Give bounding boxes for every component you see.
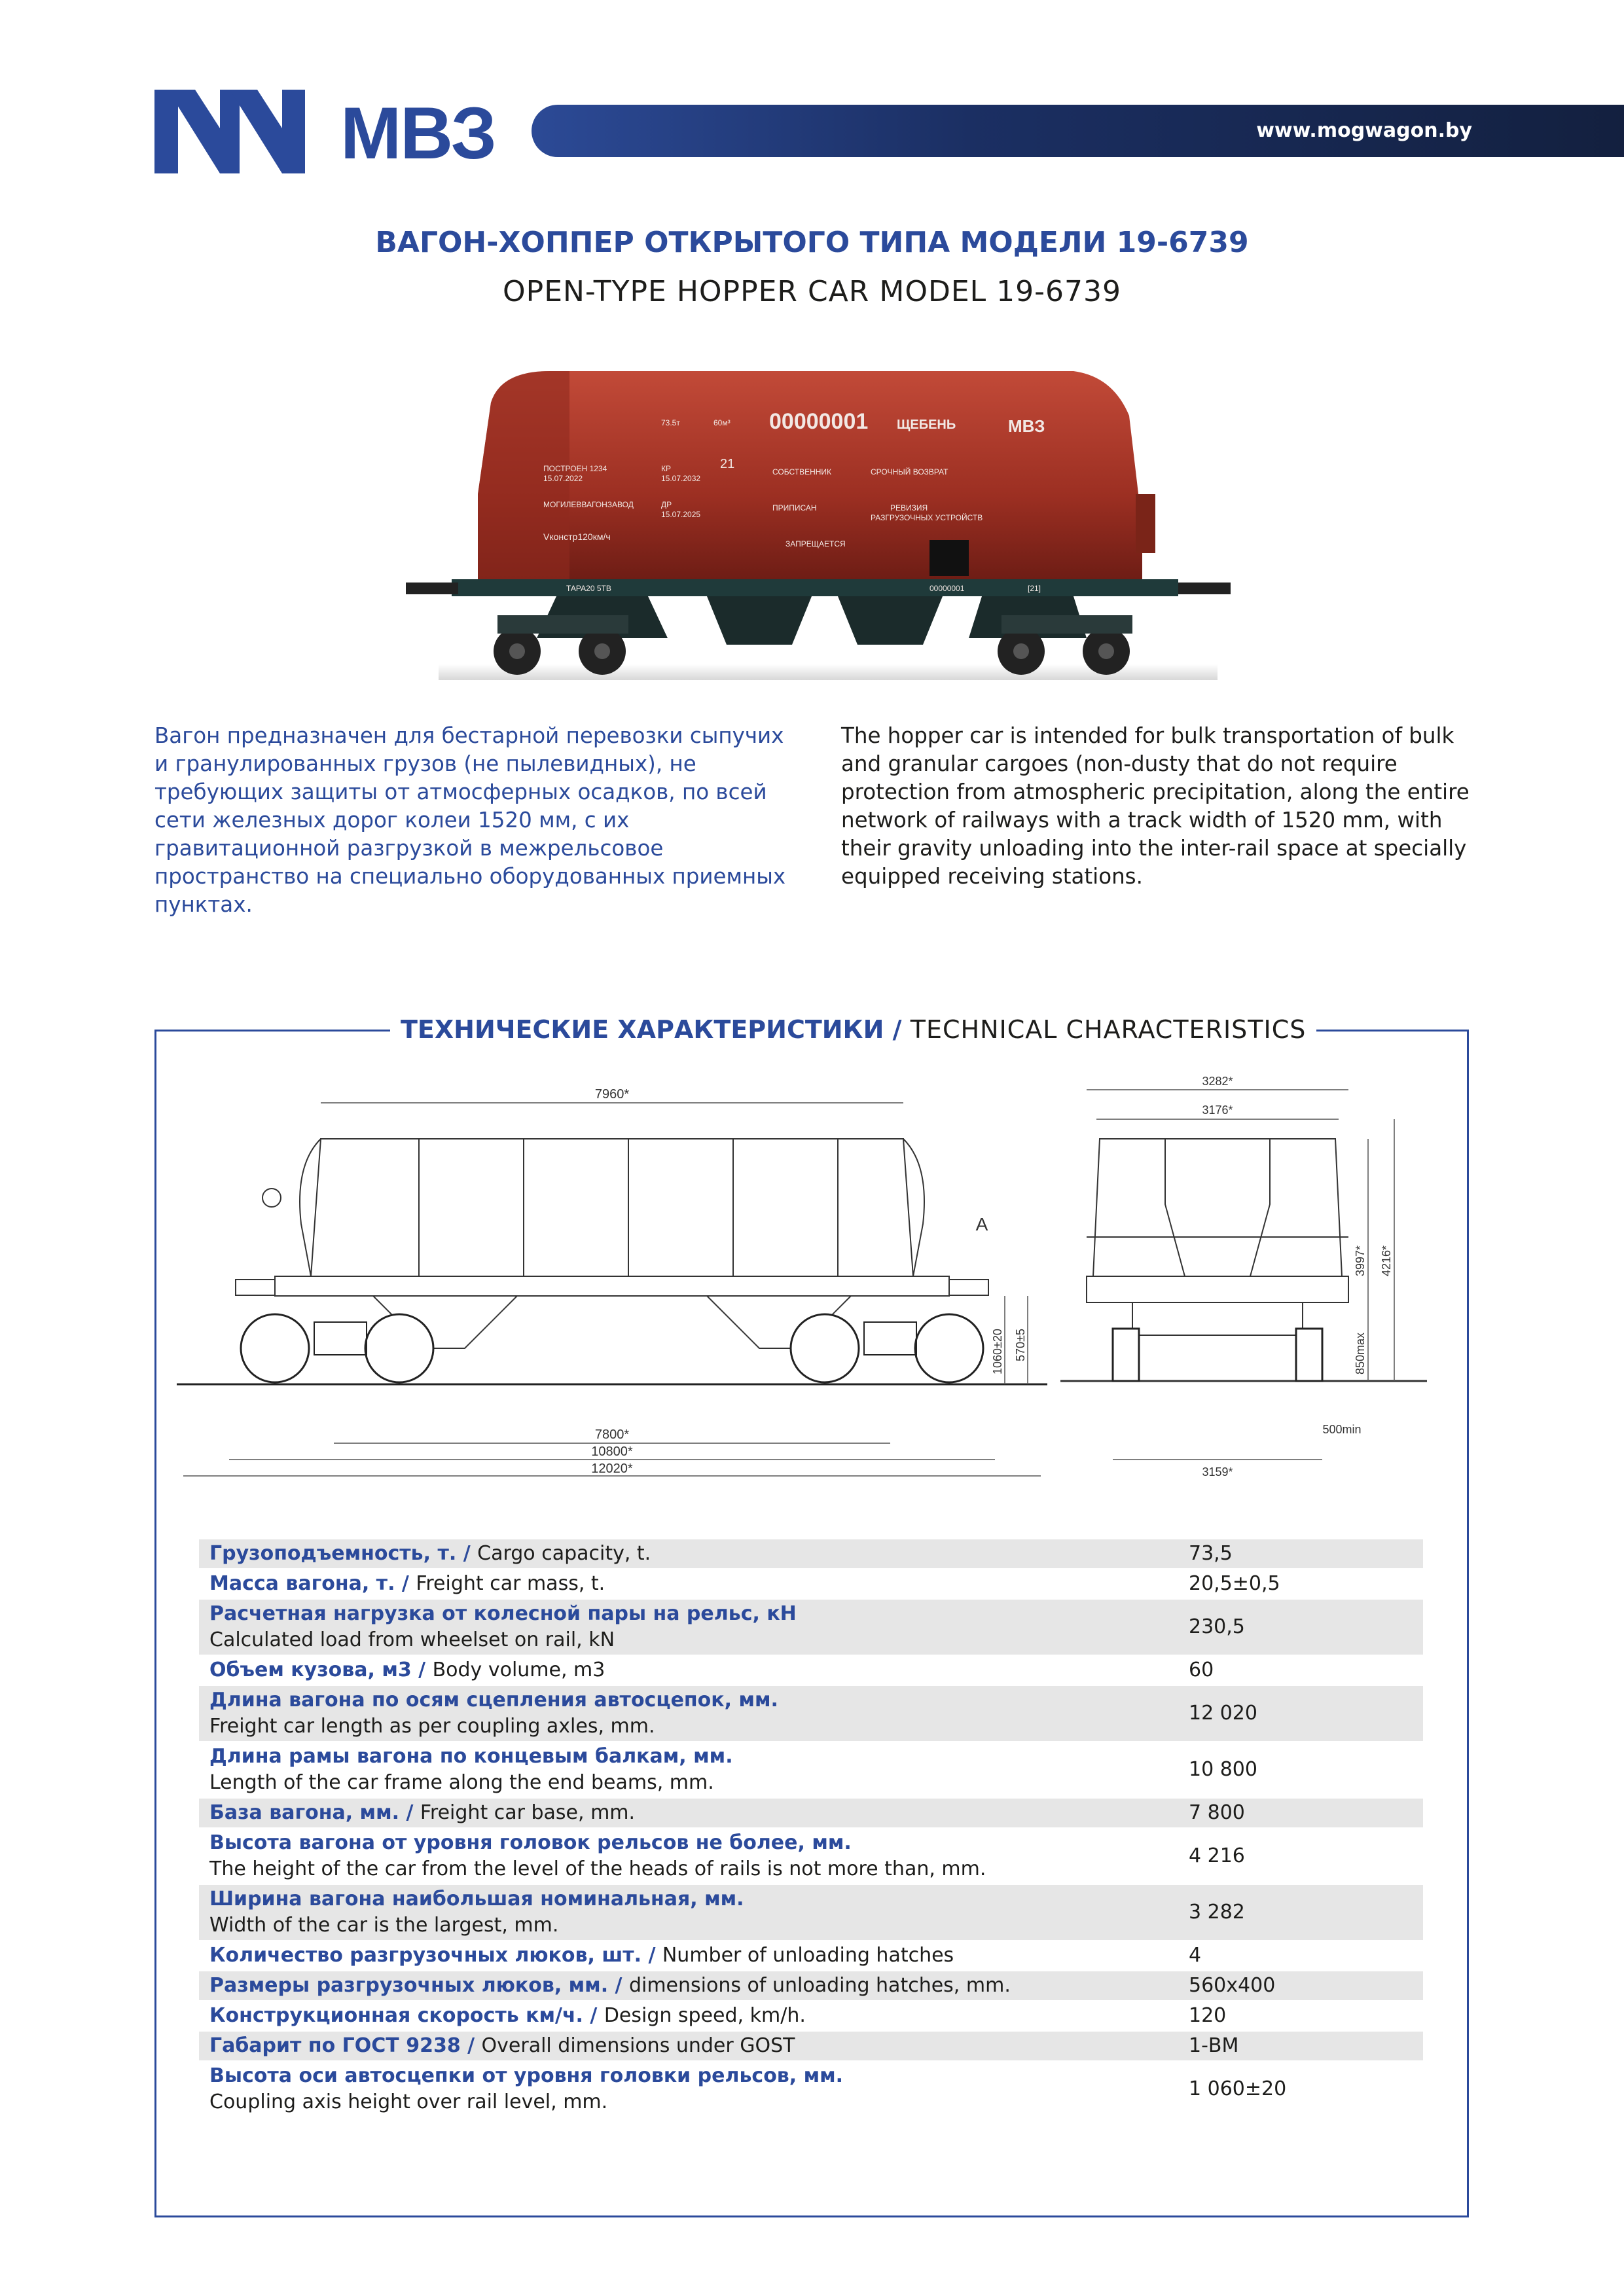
spec-row: [199, 1568, 1423, 1598]
svg-text:ПРИПИСАН: ПРИПИСАН: [772, 503, 817, 512]
spec-label: [199, 1829, 1181, 1884]
spec-value: 4: [1189, 1944, 1202, 1967]
dim-height: 3997*: [1354, 1245, 1367, 1276]
dim-total: 12020*: [591, 1462, 633, 1476]
spec-row: [199, 1598, 1423, 1655]
svg-text:21: 21: [720, 457, 735, 471]
hopper-car-photo: [340, 363, 1283, 691]
spec-value: 1 060±20: [1189, 2077, 1287, 2100]
spec-label-en: Calculated load from wheelset on rail, kN: [209, 1628, 615, 1651]
spec-row: [199, 1797, 1423, 1827]
dim-frame: 10800*: [591, 1444, 633, 1459]
spec-label-ru: Длина вагона по осям сцепления автосцепок, мм.: [209, 1689, 778, 1712]
svg-text:Vконстр120км/ч: Vконстр120км/ч: [543, 531, 611, 542]
spec-label-ru: Количество разгрузочных люков, шт. /: [209, 1944, 662, 1967]
spec-label-ru: Габарит по ГОСТ 9238 /: [209, 2034, 482, 2057]
front-view-drawing: [1060, 1067, 1427, 1492]
spec-row: [199, 2030, 1423, 2060]
spec-label-en: Width of the car is the largest, mm.: [209, 1914, 559, 1937]
svg-text:73.5т: 73.5т: [661, 418, 680, 427]
spec-label: [199, 1742, 1181, 1797]
svg-text:РАЗГРУЗОЧНЫХ УСТРОЙСТВ: РАЗГРУЗОЧНЫХ УСТРОЙСТВ: [871, 513, 983, 522]
spec-label: [199, 1656, 1181, 1685]
spec-label: [199, 1539, 1181, 1568]
spec-label-en: Freight car base, mm.: [420, 1801, 636, 1824]
spec-value: 12 020: [1189, 1702, 1257, 1725]
spec-label-ru: Грузоподъемность, т. /: [209, 1542, 478, 1565]
spec-label-ru: Длина рамы вагона по концевым балкам, мм.: [209, 1745, 733, 1768]
spec-label-en: dimensions of unloading hatches, mm.: [628, 1974, 1011, 1997]
spec-value: 7 800: [1189, 1801, 1245, 1824]
spec-row: [199, 2060, 1423, 2117]
spec-label-en: Coupling axis height over rail level, mm.: [209, 2090, 608, 2113]
spec-label-en: The height of the car from the level of the heads of rails is not more than, mm.: [209, 1857, 986, 1880]
spec-label: [199, 1941, 1181, 1970]
spec-row: [199, 1741, 1423, 1797]
spec-label-en: Length of the car frame along the end beams, mm.: [209, 1771, 714, 1794]
spec-label-ru: Расчетная нагрузка от колесной пары на рельс, кН: [209, 1602, 797, 1625]
website-link[interactable]: www.mogwagon.by: [1256, 119, 1472, 142]
spec-value: 4 216: [1189, 1844, 1245, 1867]
spec-value: 60: [1189, 1659, 1214, 1681]
svg-text:15.07.2025: 15.07.2025: [661, 510, 701, 519]
svg-text:ПОСТРОЕН 1234: ПОСТРОЕН 1234: [543, 464, 607, 473]
svg-text:00000001: 00000001: [929, 584, 965, 593]
spec-label: [199, 1600, 1181, 1655]
spec-label-en: Overall dimensions under GOST: [481, 2034, 795, 2057]
dim-side: 570±5: [1014, 1329, 1027, 1361]
section-mark: A: [975, 1214, 988, 1234]
dim-base: 7800*: [594, 1427, 630, 1442]
svg-text:РЕВИЗИЯ: РЕВИЗИЯ: [890, 503, 928, 512]
specs-heading-ru: ТЕХНИЧЕСКИЕ ХАРАКТЕРИСТИКИ: [401, 1015, 884, 1044]
spec-row: [199, 1970, 1423, 2000]
spec-value: 230,5: [1189, 1615, 1245, 1638]
logo-text: МВЗ: [340, 92, 496, 174]
spec-label: [199, 1570, 1181, 1598]
spec-label: [199, 1799, 1181, 1827]
spec-label-en: Cargo capacity, t.: [477, 1542, 651, 1565]
cargo-label: ЩЕБЕНЬ: [897, 418, 956, 432]
specs-heading-en: TECHNICAL CHARACTERISTICS: [910, 1015, 1307, 1044]
description-ru: Вагон предназначен для бестарной перевозки сыпучих и гранулированных грузов (не пылевидных), не требующих защиты от атмосферных осадков, по всей сети железных дорог колеи 1520 мм, с их гравитационной разгрузкой в межрельсовое пространство на специально оборудованных приемных пунктах.: [154, 723, 786, 917]
spec-row: [199, 1827, 1423, 1884]
dim-width-max: 3282*: [1202, 1075, 1233, 1088]
spec-label: [199, 1885, 1181, 1940]
spec-label: [199, 2062, 1181, 2117]
spec-row: [199, 1685, 1423, 1741]
spec-label-ru: Конструкционная скорость км/ч. /: [209, 2004, 604, 2027]
svg-text:ДР: ДР: [661, 500, 672, 509]
title-en: OPEN-TYPE HOPPER CAR MODEL 19-6739: [503, 275, 1121, 308]
spec-label-ru: Объем кузова, м3 /: [209, 1659, 433, 1681]
spec-value: 1-ВМ: [1189, 2034, 1239, 2057]
spec-label-en: Number of unloading hatches: [662, 1944, 954, 1967]
spec-label-ru: База вагона, мм. /: [209, 1801, 420, 1824]
dim-min: 500min: [1322, 1423, 1362, 1436]
spec-label: [199, 2001, 1181, 2030]
specs-table: [199, 1538, 1423, 2117]
title-ru: ВАГОН-ХОППЕР ОТКРЫТОГО ТИПА МОДЕЛИ 19-6739: [375, 226, 1249, 259]
spec-row: [199, 1940, 1423, 1970]
spec-value: 560x400: [1189, 1974, 1276, 1997]
spec-label-ru: Размеры разгрузочных люков, мм. /: [209, 1974, 629, 1997]
dim-low: 850max: [1354, 1332, 1367, 1374]
dim-coupler: 1060±20: [991, 1329, 1004, 1374]
spec-label: [199, 1686, 1181, 1741]
spec-label-en: Design speed, km/h.: [604, 2004, 806, 2027]
spec-value: 120: [1189, 2004, 1227, 2027]
svg-text:СРОЧНЫЙ ВОЗВРАТ: СРОЧНЫЙ ВОЗВРАТ: [871, 467, 948, 476]
spec-label-ru: Масса вагона, т. /: [209, 1572, 416, 1595]
description-en: The hopper car is intended for bulk transportation of bulk and granular cargoes (non-dusty that do not require protection from atmospheric precipitation, along the entire network of railways with a track width of 1520 mm, with their gravity unloading into the inter-rail space at specially equipped receiving stations.: [841, 723, 1470, 889]
spec-value: 73,5: [1189, 1542, 1233, 1565]
car-number: 00000001: [769, 409, 869, 434]
spec-row: [199, 1884, 1423, 1940]
spec-row: [199, 1538, 1423, 1568]
spec-label-en: Freight car mass, t.: [416, 1572, 605, 1595]
spec-label: [199, 1971, 1181, 2000]
svg-text:ТАРА20 5ТВ: ТАРА20 5ТВ: [566, 584, 611, 593]
specs-heading: [390, 1012, 1316, 1047]
spec-label: [199, 2032, 1181, 2060]
specs-heading-separator: /: [884, 1015, 911, 1044]
spec-label-en: Freight car length as per coupling axles, mm.: [209, 1715, 655, 1738]
spec-row: [199, 1655, 1423, 1685]
svg-text:МОГИЛЕВВАГОНЗАВОД: МОГИЛЕВВАГОНЗАВОД: [543, 500, 634, 509]
dim-bottom: 3159*: [1202, 1465, 1233, 1479]
side-view-drawing: [177, 1067, 1047, 1492]
dim-width: 3176*: [1202, 1103, 1233, 1117]
spec-value: 3 282: [1189, 1901, 1245, 1924]
dim-height-max: 4216*: [1380, 1245, 1393, 1276]
svg-text:СОБСТВЕННИК: СОБСТВЕННИК: [772, 467, 832, 476]
spec-label-ru: Высота вагона от уровня головок рельсов не более, мм.: [209, 1831, 852, 1854]
svg-text:60м³: 60м³: [713, 418, 731, 427]
svg-text:КР: КР: [661, 464, 671, 473]
svg-text:ЗАПРЕЩАЕТСЯ: ЗАПРЕЩАЕТСЯ: [785, 539, 846, 548]
spec-label-en: Body volume, m3: [432, 1659, 605, 1681]
spec-label-ru: Высота оси автосцепки от уровня головки рельсов, мм.: [209, 2064, 844, 2087]
spec-value: 20,5±0,5: [1189, 1572, 1280, 1595]
spec-label-ru: Ширина вагона наибольшая номинальная, мм.: [209, 1888, 744, 1910]
svg-text:15.07.2032: 15.07.2032: [661, 474, 701, 483]
spec-row: [199, 2000, 1423, 2030]
svg-text:[21]: [21]: [1028, 584, 1041, 593]
dim-top: 7960*: [594, 1087, 630, 1102]
spec-value: 10 800: [1189, 1758, 1257, 1781]
svg-text:15.07.2022: 15.07.2022: [543, 474, 583, 483]
photo-logo: МВЗ: [1008, 416, 1045, 436]
